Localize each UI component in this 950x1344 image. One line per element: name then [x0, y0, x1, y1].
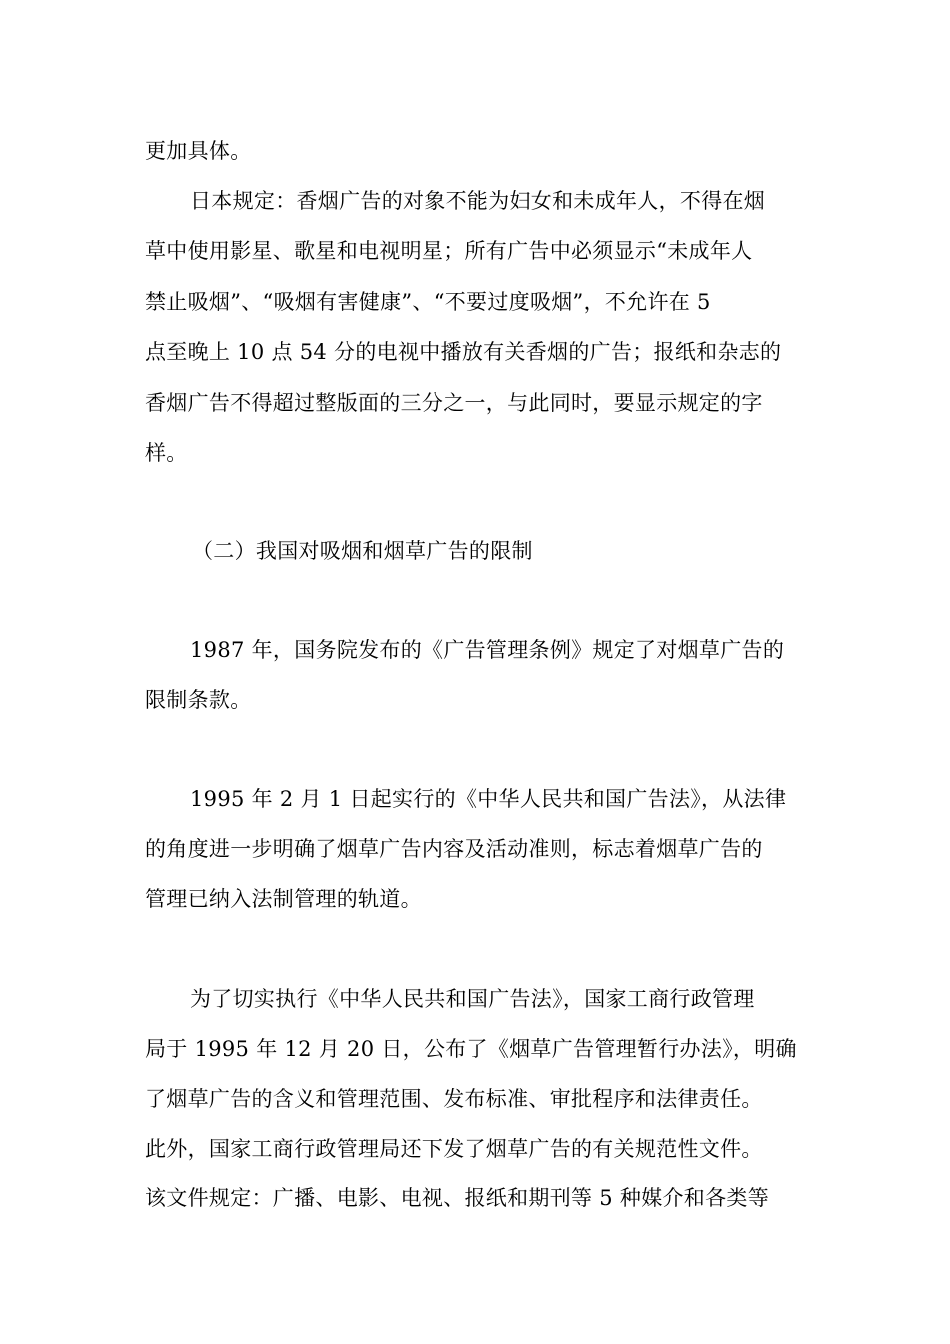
paragraph-line: 为了切实执行《中华人民共和国广告法》，国家工商行政管理 — [190, 987, 755, 1011]
paragraph-line: 更加具体。 — [145, 139, 252, 163]
paragraph-line: 草中使用影星、歌星和电视明星；所有广告中必须显示“未成年人 — [145, 239, 753, 263]
paragraph-line: 1987 年，国务院发布的《广告管理条例》规定了对烟草广告的 — [190, 638, 785, 662]
paragraph-line: 限制条款。 — [145, 688, 252, 712]
paragraph-line: 的角度进一步明确了烟草广告内容及活动准则，标志着烟草广告的 — [145, 837, 763, 861]
paragraph-line: 香烟广告不得超过整版面的三分之一，与此同时，要显示规定的字 — [145, 391, 763, 415]
paragraph-line: 日本规定：香烟广告的对象不能为妇女和未成年人，不得在烟 — [190, 189, 766, 213]
paragraph-line: 了烟草广告的含义和管理范围、发布标准、审批程序和法律责任。 — [145, 1087, 763, 1111]
paragraph-line: 管理已纳入法制管理的轨道。 — [145, 887, 422, 911]
paragraph-line: 1995 年 2 月 1 日起实行的《中华人民共和国广告法》，从法律 — [190, 787, 787, 811]
paragraph-line: 此外，国家工商行政管理局还下发了烟草广告的有关规范性文件。 — [145, 1137, 763, 1161]
paragraph-line: 样。 — [145, 441, 188, 465]
section-heading: （二）我国对吸烟和烟草广告的限制 — [192, 539, 533, 563]
paragraph-line: 点至晚上 10 点 54 分的电视中播放有关香烟的广告；报纸和杂志的 — [145, 340, 782, 364]
paragraph-line: 该文件规定：广播、电影、电视、报纸和期刊等 5 种媒介和各类等 — [145, 1186, 770, 1210]
paragraph-line: 禁止吸烟”、“吸烟有害健康”、“不要过度吸烟”，不允许在 5 — [145, 290, 711, 314]
paragraph-line: 局于 1995 年 12 月 20 日，公布了《烟草广告管理暂行办法》，明确 — [145, 1037, 797, 1061]
